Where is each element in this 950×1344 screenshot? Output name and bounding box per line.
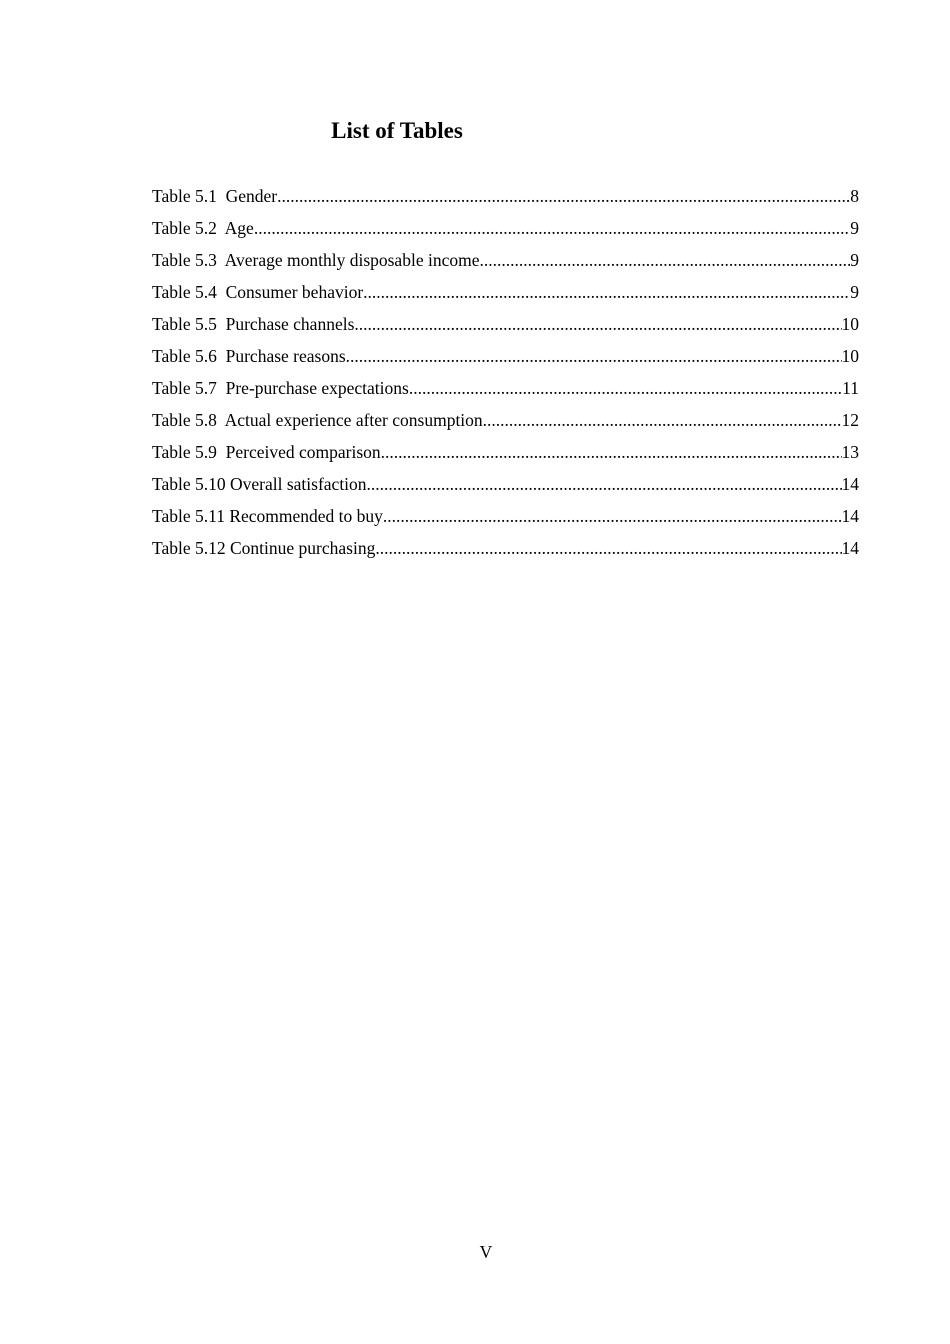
toc-entry[interactable] <box>152 536 859 568</box>
dot-leader <box>479 248 850 272</box>
toc-entry-page: 11 <box>842 378 859 398</box>
toc-entry-label: Table 5.3 Average monthly disposable income <box>152 250 480 270</box>
dot-leader <box>363 280 850 304</box>
dot-leader <box>346 344 842 368</box>
toc-entry-page: 14 <box>841 538 859 558</box>
dot-leader <box>409 376 842 400</box>
dot-leader <box>277 184 850 208</box>
toc-entry[interactable] <box>152 472 859 504</box>
dot-leader <box>254 216 850 240</box>
list-of-tables <box>152 184 859 568</box>
toc-entry-label: Table 5.12 Continue purchasing <box>152 538 376 558</box>
toc-entry[interactable] <box>152 344 859 376</box>
toc-entry-label: Table 5.1 Gender <box>152 186 278 206</box>
toc-entry-page: 9 <box>850 282 859 302</box>
toc-entry-page: 10 <box>841 346 859 366</box>
toc-entry[interactable] <box>152 504 859 536</box>
toc-entry-label: Table 5.10 Overall satisfaction <box>152 474 367 494</box>
toc-entry-label: Table 5.5 Purchase channels <box>152 314 355 334</box>
toc-entry-label: Table 5.6 Purchase reasons <box>152 346 346 366</box>
dot-leader <box>383 504 842 528</box>
toc-entry-page: 13 <box>841 442 859 462</box>
dot-leader <box>483 408 842 432</box>
toc-entry-label: Table 5.9 Perceived comparison <box>152 442 381 462</box>
toc-entry-label: Table 5.7 Pre-purchase expectations <box>152 378 409 398</box>
toc-entry-page: 8 <box>850 186 859 206</box>
toc-entry-page: 10 <box>841 314 859 334</box>
toc-entry[interactable] <box>152 280 859 312</box>
page-title: List of Tables <box>331 118 463 143</box>
toc-entry-label: Table 5.8 Actual experience after consumption <box>152 410 483 430</box>
toc-entry[interactable] <box>152 408 859 440</box>
toc-entry-page: 12 <box>841 410 859 430</box>
dot-leader <box>375 536 841 560</box>
dot-leader <box>381 440 842 464</box>
dot-leader <box>367 472 842 496</box>
toc-entry-page: 14 <box>841 474 859 494</box>
toc-entry-label: Table 5.2 Age <box>152 218 254 238</box>
toc-entry-page: 14 <box>841 506 859 526</box>
toc-entry[interactable] <box>152 440 859 472</box>
toc-entry[interactable] <box>152 248 859 280</box>
toc-entry[interactable] <box>152 376 859 408</box>
toc-entry-page: 9 <box>850 218 859 238</box>
toc-entry-label: Table 5.4 Consumer behavior <box>152 282 364 302</box>
toc-entry[interactable] <box>152 312 859 344</box>
page-number: V <box>479 1242 493 1262</box>
dot-leader <box>354 312 841 336</box>
toc-entry-label: Table 5.11 Recommended to buy <box>152 506 383 526</box>
toc-entry-page: 9 <box>850 250 859 270</box>
toc-entry[interactable] <box>152 216 859 248</box>
toc-entry[interactable] <box>152 184 859 216</box>
